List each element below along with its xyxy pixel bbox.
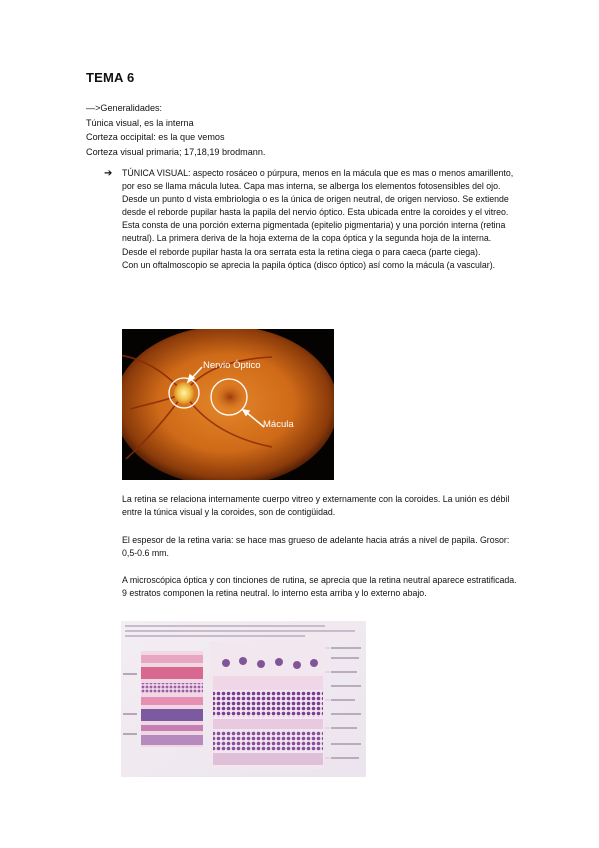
intro-line: Corteza visual primaria; 17,18,19 brodmann. bbox=[86, 146, 266, 157]
paragraph-espesor: El espesor de la retina varia: se hace mas grueso de adelante hacia atrás a nivel de papila. Grosor: 0,5-0.6 mm. bbox=[122, 535, 510, 559]
intro-line: —>Generalidades: bbox=[86, 103, 163, 113]
tunica-visual-section bbox=[122, 167, 517, 272]
retina-histology-image bbox=[121, 621, 366, 777]
label-macula: Mácula bbox=[263, 419, 294, 430]
paragraph-relacion: La retina se relaciona internamente cuerpo vitreo y externamente con la coroides. La unión es débil entre la túnica visual y la coroides, son de contigüidad. bbox=[122, 494, 510, 518]
paragraph-oftalmoscopio: Con un oftalmoscopio se aprecia la papila óptica (disco óptico) así como la mácula (a vascular). bbox=[122, 259, 496, 270]
page-title: TEMA 6 bbox=[86, 70, 135, 85]
bullet-arrow-icon: ➔ bbox=[104, 168, 113, 179]
intro-lines bbox=[86, 101, 506, 159]
label-nervio-optico: Nervio Óptico bbox=[203, 360, 261, 371]
paragraph-microscopica: A microscópica óptica y con tinciones de rutina, se aprecia que la retina neutral aparece estratificada. 9 estratos componen la retina neutral. lo interno esta arriba y lo externo abajo. bbox=[122, 575, 517, 599]
paragraph-tunica-visual: TÚNICA VISUAL: aspecto rosáceo o púrpura, menos en la mácula que es mas o menos amarillento, por eso se llama mácula lutea. Capa mas interna, se alberga los elementos fotosensibles del ojo. Desde un punto d vista embriologia o es la única de origen neutral, de origen nervioso. Se extiende desde el reborde pupilar hasta la papila del nervio óptico. Esta ubicada entre la coroides y el vitreo. Esta consta de una porción externa pigmentada (epitelio pigmentaria) y una porción interna (retina neutral). La primera deriva de la hoja externa de la copa óptica y la segunda hoja de la interna. Desde el reborde pupilar hasta la ora serrata esta la retina ciega o para caeca (parte ciega). bbox=[122, 168, 514, 257]
intro-line: Corteza occipital: es la que vemos bbox=[86, 132, 225, 143]
intro-line: Túnica visual, es la interna bbox=[86, 117, 194, 128]
fundus-image bbox=[122, 329, 334, 480]
